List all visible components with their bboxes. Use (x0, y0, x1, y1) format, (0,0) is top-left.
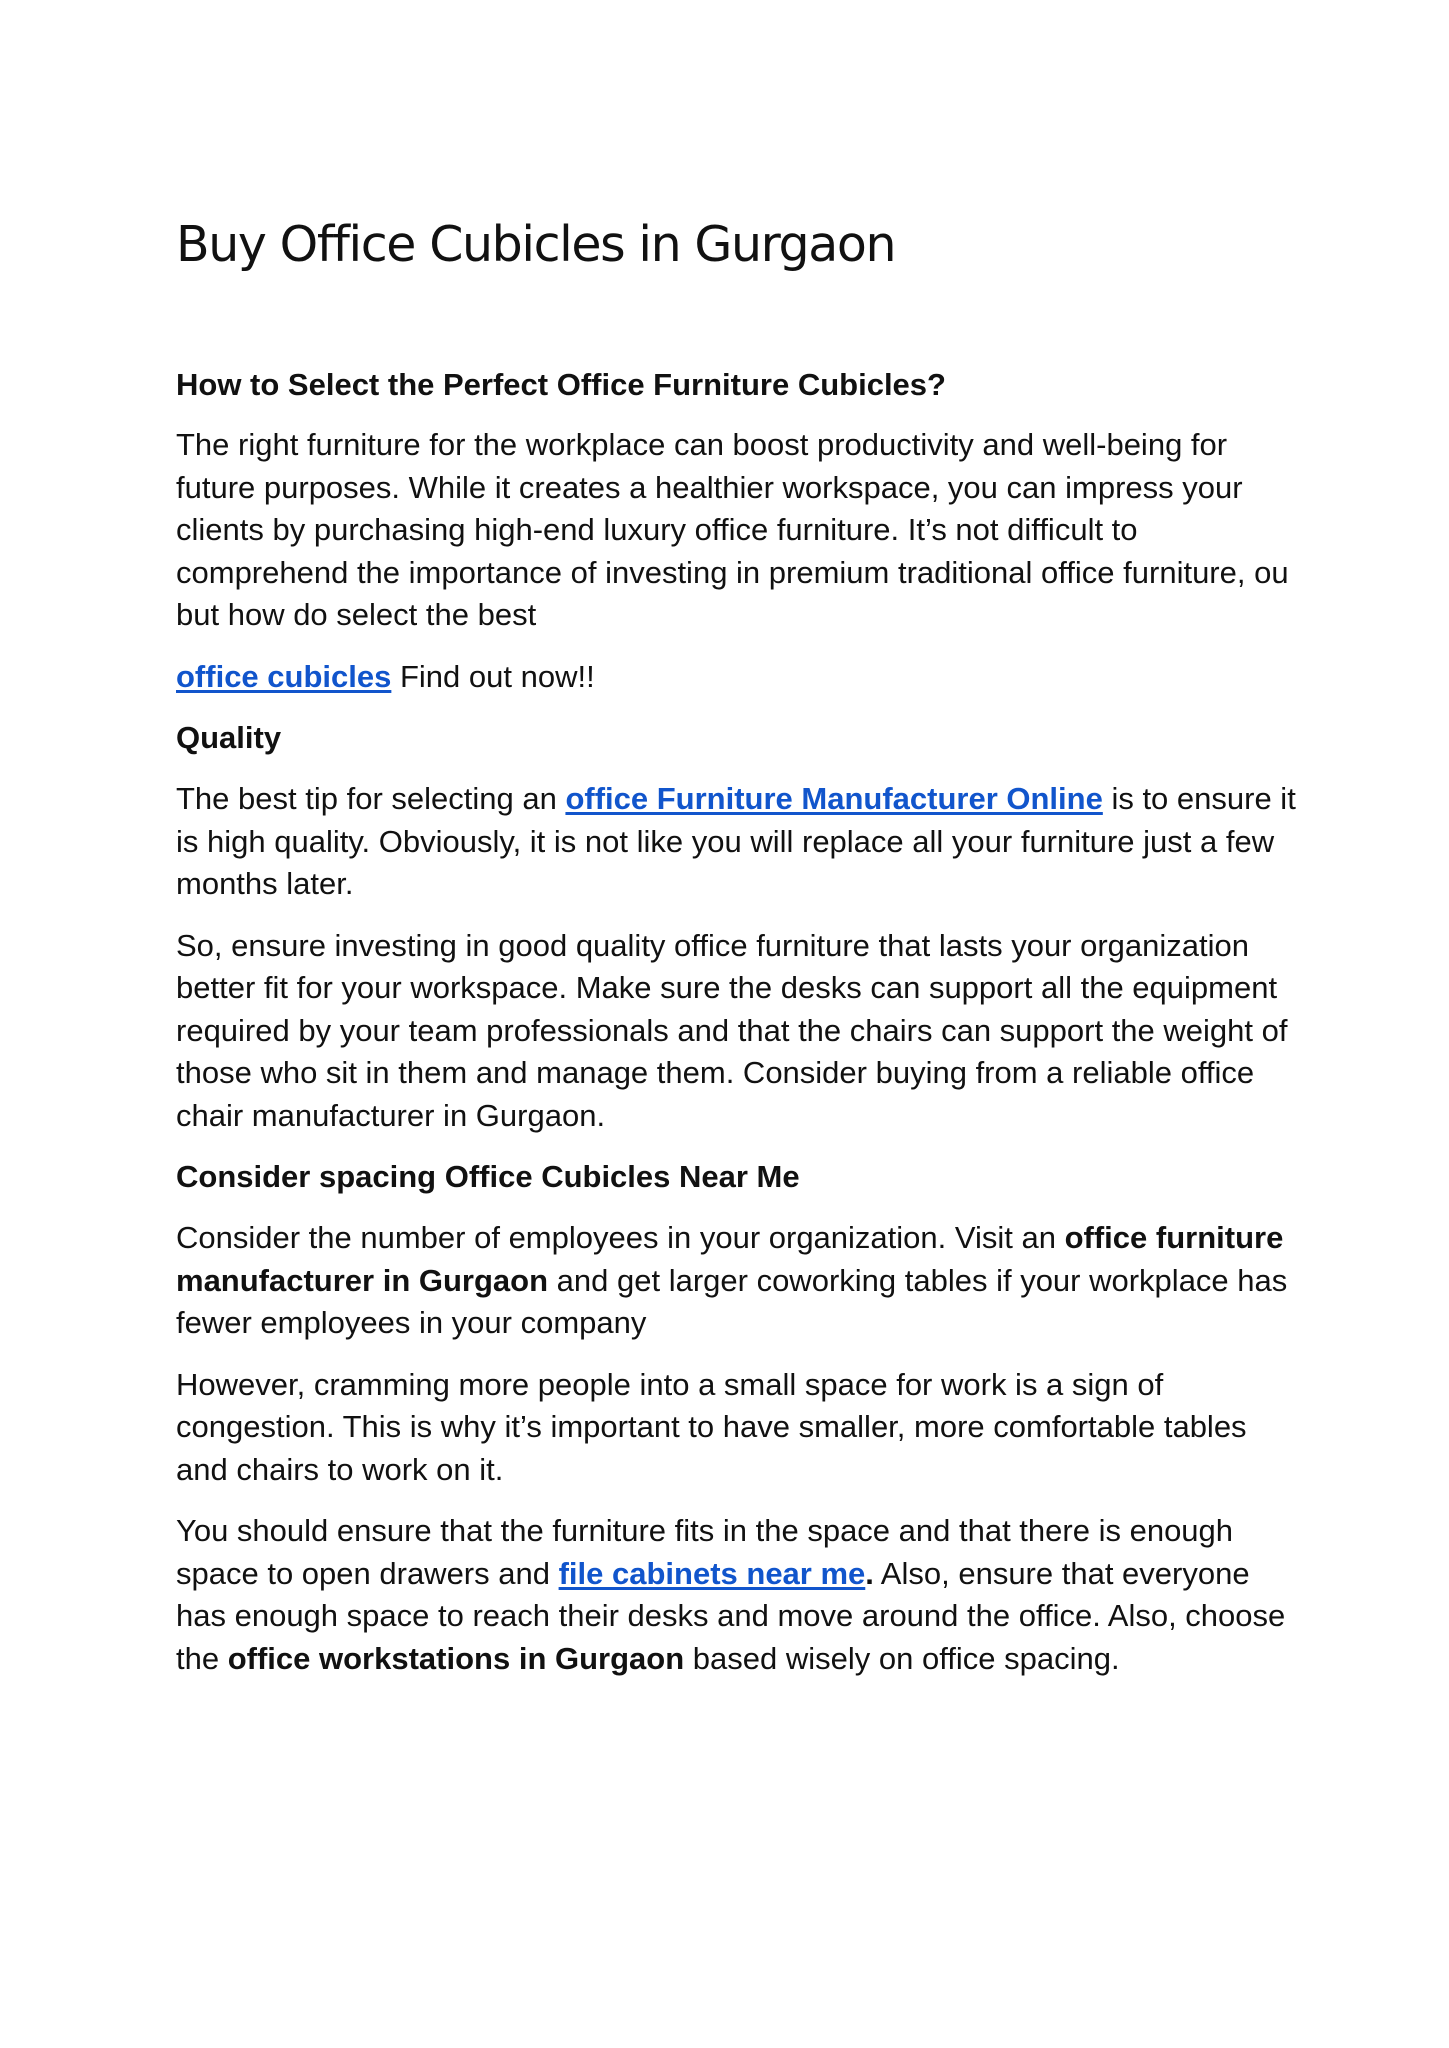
spacing-p3-text-middle: Also, ensure that everyone has enough space to reach their desks and move around the office. Also, choose the (176, 1555, 1286, 1676)
quality-p1-text-start: The best tip for selecting an (176, 781, 566, 816)
spacing-paragraph-2: However, cramming more people into a small space for work is a sign of congestion. This is why it’s important to have smaller, more comfortable tables and chairs to work on it. (176, 1366, 1247, 1487)
spacing-p1-text-start: Consider the number of employees in your organization. Visit an (176, 1220, 1065, 1255)
spacing-p3-bold-phrase: office workstations in Gurgaon (227, 1640, 685, 1676)
section-heading-spacing: Consider spacing Office Cubicles Near Me (176, 1159, 800, 1194)
spacing-p3-bold-period: . (865, 1555, 874, 1591)
quality-paragraph-1 (176, 778, 1296, 906)
spacing-p3-text-start: You should ensure that the furniture fits in the space and that there is enough space to open drawers and (176, 1513, 1234, 1591)
section-heading-select-cubicles: How to Select the Perfect Office Furniture Cubicles? (176, 367, 946, 402)
document-title: Buy Office Cubicles in Gurgaon (176, 216, 896, 273)
office-furniture-manufacturer-online-link[interactable]: office Furniture Manufacturer Online (565, 781, 1103, 816)
quality-paragraph-2: So, ensure investing in good quality office furniture that lasts your organization better fit for your workspace. Make sure the desks can support all the equipment required by your team professionals and that the chairs can support the weight of those who sit in them and manage them. Consider buying from a reliable office chair manufacturer in Gurgaon. (176, 927, 1288, 1133)
quality-p1-text-end: is to ensure it is high quality. Obviously, it is not like you will replace all your furniture just a few months later. (176, 781, 1296, 901)
section-heading-quality: Quality (176, 720, 282, 755)
spacing-paragraph-3 (176, 1510, 1296, 1680)
spacing-p1-text-end: and get larger coworking tables if your workplace has fewer employees in your company (176, 1262, 1288, 1340)
spacing-paragraph-1 (176, 1217, 1296, 1345)
document-body (176, 215, 1296, 1680)
find-out-now-text: Find out now!! (391, 658, 595, 694)
intro-paragraph: The right furniture for the workplace can boost productivity and well-being for future purposes. While it creates a healthier workspace, you can impress your clients by purchasing high-end luxury office furniture. It’s not difficult to comprehend the importance of investing in premium traditional office furniture, ou but how do select the best (176, 427, 1289, 632)
spacing-p1-bold-phrase: office furniture manufacturer in Gurgaon (176, 1220, 1284, 1298)
intro-link-line (176, 656, 1296, 699)
file-cabinets-near-me-link[interactable]: file cabinets near me (558, 1555, 866, 1591)
office-cubicles-link[interactable]: office cubicles (176, 658, 392, 694)
spacing-p3-text-end: based wisely on office spacing. (684, 1640, 1120, 1676)
